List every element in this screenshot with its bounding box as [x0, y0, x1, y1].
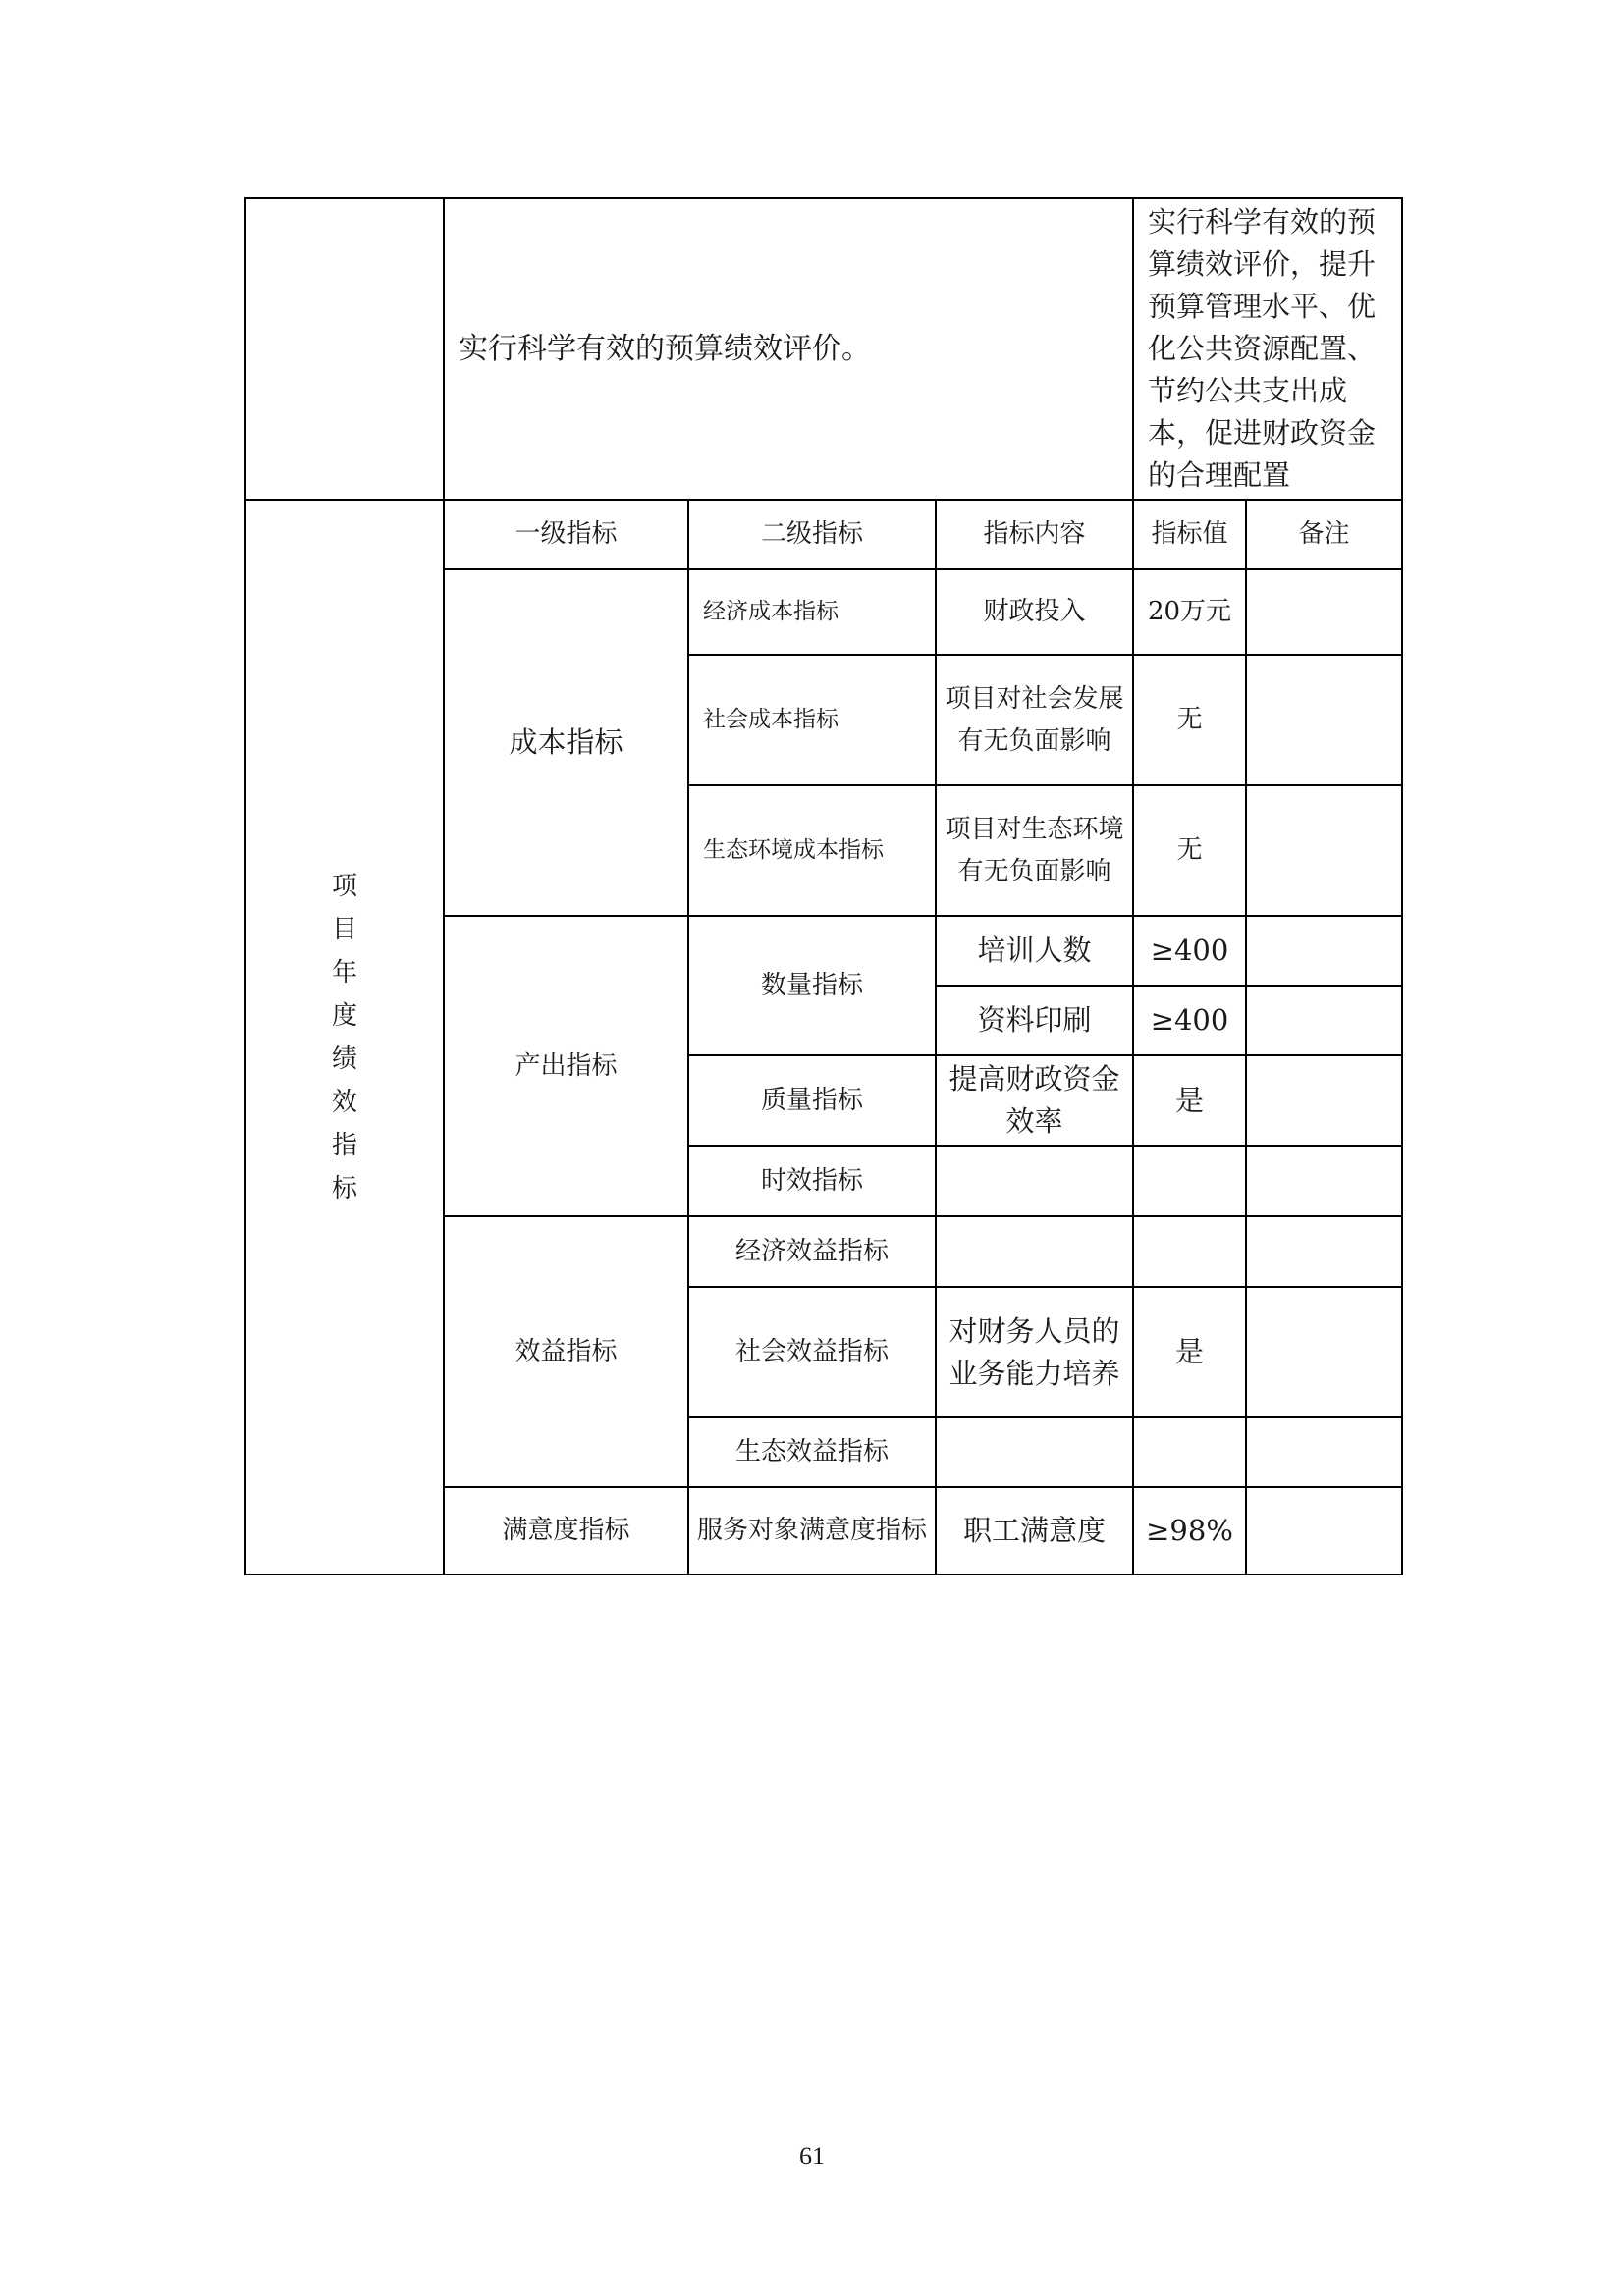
header-content: 指标内容: [936, 500, 1133, 569]
objective-row: [245, 198, 1402, 500]
timeliness-content: [936, 1146, 1133, 1216]
cost-label: 成本指标: [444, 569, 688, 916]
benefit-level2: 经济效益指标: [688, 1216, 936, 1287]
remark-cell: [1246, 785, 1402, 916]
output-label: 产出指标: [444, 916, 688, 1216]
satisfaction-label: 满意度指标: [444, 1487, 688, 1575]
remark-cell: [1246, 916, 1402, 986]
benefit-value: 是: [1133, 1287, 1246, 1417]
quantity-value: ≥400: [1133, 986, 1246, 1055]
benefit-value: [1133, 1417, 1246, 1487]
cost-value: 20万元: [1133, 569, 1246, 655]
header-value: 指标值: [1133, 500, 1246, 569]
remark-cell: [1246, 986, 1402, 1055]
benefit-level2: 社会效益指标: [688, 1287, 936, 1417]
cost-level2: 生态环境成本指标: [688, 785, 936, 916]
cost-content: 财政投入: [936, 569, 1133, 655]
cost-content: 项目对生态环境有无负面影响: [936, 785, 1133, 916]
benefit-content: [936, 1216, 1133, 1287]
quality-content: 提高财政资金效率: [936, 1055, 1133, 1146]
remark-cell: [1246, 1216, 1402, 1287]
remark-cell: [1246, 655, 1402, 785]
objective-description: 实行科学有效的预算绩效评价。: [444, 198, 1133, 500]
remark-cell: [1246, 1146, 1402, 1216]
satisfaction-level2: 服务对象满意度指标: [688, 1487, 936, 1575]
quantity-content: 培训人数: [936, 916, 1133, 986]
remark-cell: [1246, 569, 1402, 655]
benefit-value: [1133, 1216, 1246, 1287]
cost-value: 无: [1133, 785, 1246, 916]
header-level2: 二级指标: [688, 500, 936, 569]
page-number: 61: [799, 2142, 825, 2170]
section-label-cell: [245, 500, 444, 1575]
satisfaction-value: ≥98%: [1133, 1487, 1246, 1575]
benefit-content: [936, 1417, 1133, 1487]
timeliness-value: [1133, 1146, 1246, 1216]
benefit-content: 对财务人员的业务能力培养: [936, 1287, 1133, 1417]
quantity-level2: 数量指标: [688, 916, 936, 1055]
remark-cell: [1246, 1487, 1402, 1575]
timeliness-level2: 时效指标: [688, 1146, 936, 1216]
benefit-label: 效益指标: [444, 1216, 688, 1487]
section-label: 项目年度绩效指标: [331, 871, 357, 1203]
cost-content: 项目对社会发展有无负面影响: [936, 655, 1133, 785]
cost-value: 无: [1133, 655, 1246, 785]
header-level1: 一级指标: [444, 500, 688, 569]
satisfaction-content: 职工满意度: [936, 1487, 1133, 1575]
header-row: [245, 500, 1402, 569]
quantity-content: 资料印刷: [936, 986, 1133, 1055]
objective-row-label-cell: [245, 198, 444, 500]
performance-table: [244, 197, 1403, 1575]
remark-cell: [1246, 1055, 1402, 1146]
cost-level2: 经济成本指标: [688, 569, 936, 655]
objective-note: 实行科学有效的预算绩效评价，提升预算管理水平、优化公共资源配置、节约公共支出成本，促进财政资金的合理配置: [1133, 198, 1402, 500]
quality-value: 是: [1133, 1055, 1246, 1146]
cost-level2: 社会成本指标: [688, 655, 936, 785]
quality-level2: 质量指标: [688, 1055, 936, 1146]
quantity-value: ≥400: [1133, 916, 1246, 986]
header-remark: 备注: [1246, 500, 1402, 569]
remark-cell: [1246, 1287, 1402, 1417]
benefit-level2: 生态效益指标: [688, 1417, 936, 1487]
remark-cell: [1246, 1417, 1402, 1487]
